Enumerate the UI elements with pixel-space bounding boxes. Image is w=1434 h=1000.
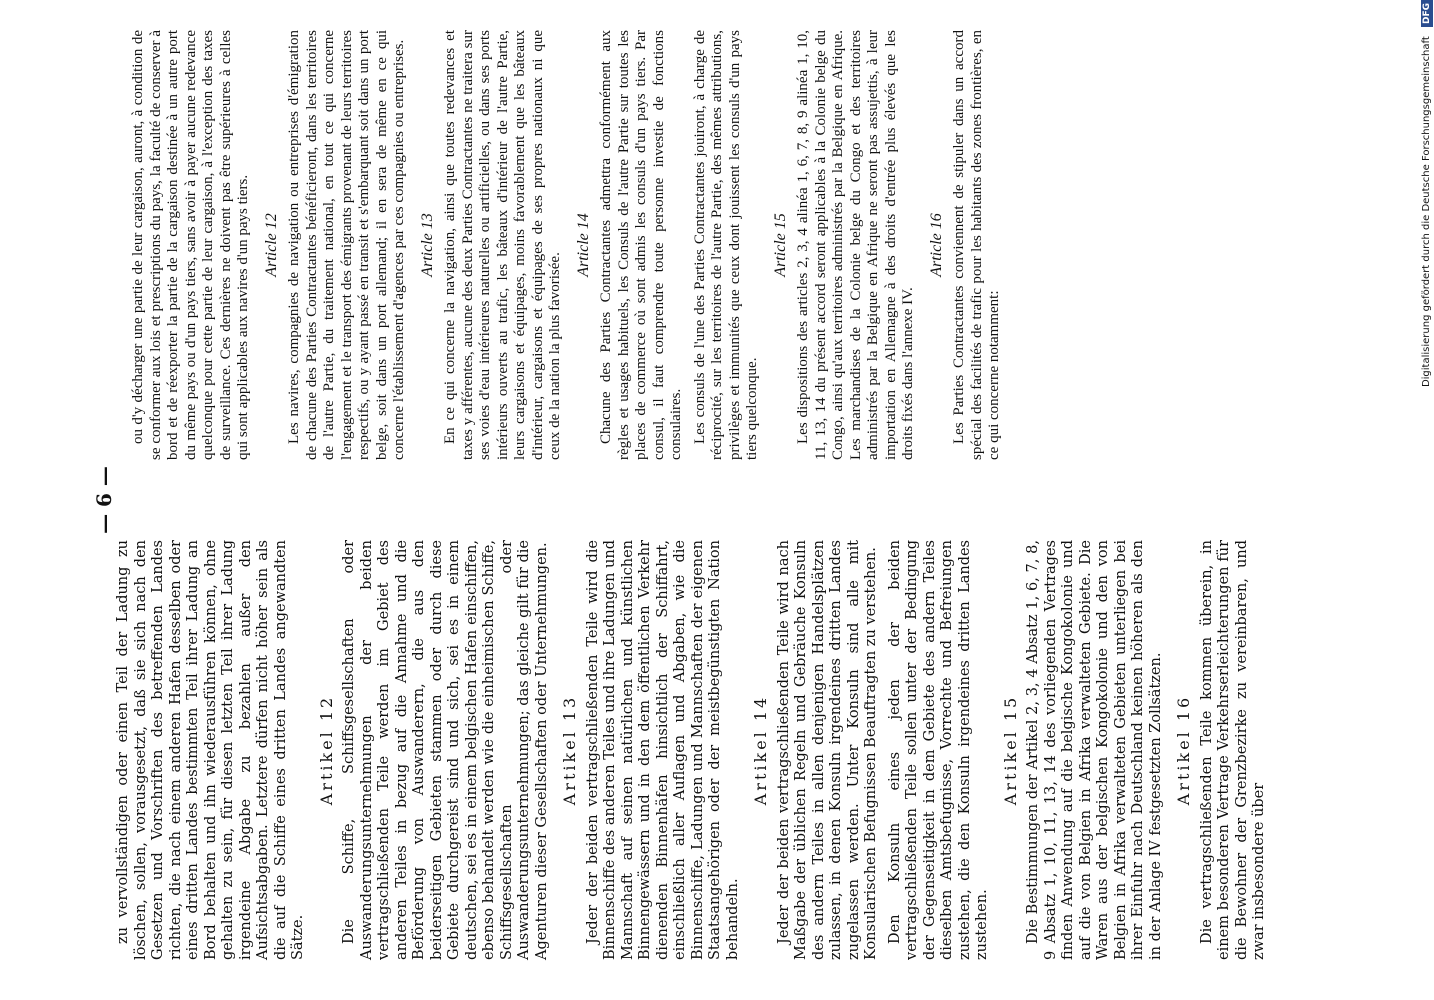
digitization-credit [1420, 0, 1434, 1000]
credit-text: Digitalisierung gefördert durch die Deutsche Forschungsgemeinschaft [1421, 36, 1432, 388]
german-column [115, 540, 1267, 960]
article-paragraph: Les dispositions des articles 2, 3, 4 alinéa 1, 6, 7, 8, 9 alinéa 1, 10, 11, 13, 14 du présent accord seront applicables à la Colonie belge du Congo, ainsi qu'aux territoires administrés par la Belgique en Afrique. Les marchandises de la Colonie belge du Congo et des territoires administrés par la Belgique en Afrique ne seront pas assujettis, à leur importation en Allemagne à des droits d'entrée plus élevés que les droits fixés dans l'annexe IV. [795, 30, 916, 460]
article-heading: Artikel 15 [1000, 694, 1020, 806]
article-paragraph: Chacune des Parties Contractantes admettra conformément aux règles et usages habituels, les Consuls de l'autre Partie sur toutes les places de commerce où sont admis les consuls d'un pays tiers. Par consul, il faut comprendre toute personne investie de fonctions consulaires. [598, 30, 684, 460]
dfg-logo: DFG [1421, 0, 1433, 27]
article-paragraph: Jeder der beiden vertragschließenden Teile wird die Binnenschiffe des anderen Teiles und ihre Ladungen und Mannschaft auf seinen natürlichen und künstlichen Binnengewässern und in den dem öffentlichen Verkehr dienenden Binnenhäfen hinsichtlich der Schiffahrt, einschließlich aller Auflagen und Abgaben, wie die Binnenschiffe, Ladungen und Mannschaften der eigenen Staatsangehörigen oder der meistbegünstigten Nation behandeln. [584, 540, 741, 960]
page-number: — 6 — [92, 466, 116, 534]
article-heading: Artikel 16 [1174, 694, 1193, 806]
article-paragraph: Jeder der beiden vertragschließenden Teile wird nach Maßgabe der üblichen Regeln und Gebräuche Konsuln des andern Teiles in allen denjenigen Handelsplätzen zulassen, in denen Konsuln irgendeines dritten Landes zugelassen werden. Unter Konsuln sind alle mit Konsularischen Befugnissen Beauftragten zu verstehen. [775, 540, 879, 960]
article-paragraph: Les Parties Contractantes conviennent de stipuler dans un accord spécial des facilités de trafic pour les habitants des zones frontières, en ce qui concerne notamment: [951, 30, 1002, 460]
article-fr-14 [575, 30, 762, 460]
article-heading: Article 13 [418, 213, 436, 277]
article-de-14 [752, 540, 992, 960]
article-paragraph: En ce qui concerne la navigation, ainsi que toutes redevances et taxes y afférentes, aucune des deux Parties Contractantes ne traitera sur ses voies d'eau intérieures naturelles ou artificielles, ou dans ses ports intérieurs ouverts au trafic, les bâteaux d'intérieur de l'autre Partie, leurs cargaisons et équipages, moins favorablement que les bâteaux d'intérieur, cargaisons et équipages de ses propres nationaux ni que ceux de la nation la plus favorisée. [442, 30, 563, 460]
article-fr-15 [772, 30, 918, 460]
article-paragraph: Die Bestimmungen der Artikel 2, 3, 4 Absatz 1, 6, 7, 8, 9 Absatz 1, 10, 11, 13, 14 des vorliegenden Vertrages finden Anwendung auf die belgische Kongokolonie und auf die von Belgien in Afrika verwalteten Gebiete. Die Waren aus der belgischen Kongokolonie und den von Belgien in Afrika verwalteten Gebieten unterliegen bei ihrer Einfuhr nach Deutschland keinen höheren als den in der Anlage IV festgesetzten Zollsätzen. [1025, 540, 1164, 960]
article-fr-12 [263, 30, 409, 460]
article-heading: Article 15 [771, 213, 789, 277]
article-heading: Article 14 [574, 213, 592, 277]
article-heading: Article 12 [262, 213, 280, 277]
article-fr-13 [419, 30, 565, 460]
french-column [130, 30, 1280, 460]
article-de-13 [561, 540, 742, 960]
article-paragraph: Die vertragschließenden Teile kommen überein, in einem besonderen Vertrage Verkehrserleichterungen für die Bewohner der Grenzbezirke zu vereinbaren, und zwar insbesondere über [1198, 540, 1267, 960]
article-paragraph: Den Konsuln eines jeden der beiden vertragschließenden Teile sollen unter der Bedingung der Gegenseitigkeit in dem Gebiete des andern Teiles dieselben Amtsbefugnisse, Vorrechte und Befreiungen zustehen, die den Konsuln irgendeines dritten Landes zustehen. [886, 540, 990, 960]
article-paragraph: Les navires, compagnies de navigation ou entreprises d'émigration de chacune des Parties Contractantes bénéficieront, dans les territoires de l'autre Partie, du traitement national, en tout ce qui concerne l'engagement et le transport des émigrants provenant de leurs territoires respectifs, ou y ayant passé en transit et s'embarquant soit dans un port belge, soit dans un port allemand; il en sera de même en ce qui concerne l'établissement d'agences par ces compagnies ou entreprises. [286, 30, 407, 460]
article-fr-16 [928, 30, 1004, 460]
article-heading: Artikel 14 [751, 694, 770, 806]
french-intro: ou d'y décharger une partie de leur cargaison, auront, à condition de se conformer aux lois et prescriptions du pays, la faculté de conserver à bord et de réexporter la partie de la cargaison destinée à un autre port du même pays ou d'un pays tiers, sans avoir à payer aucune redevance quelconque pour cette partie de leur cargaison, à l'exception des taxes de surveillance. Ces dernières ne doivent pas être supérieures à celles qui sont applicables aux navires d'un pays tiers. [130, 30, 251, 460]
article-heading: Artikel 13 [560, 694, 579, 806]
german-intro: zu vervollständigen oder einen Teil der Ladung zu löschen, sollen, vorausgesetzt, daß sie sich nach den Gesetzen und Vorschriften des betreffenden Landes richten, die nach einem anderen Hafen desselben oder eines dritten Landes bestimmten Teil ihrer Ladung an Bord behalten und ihn wiederausführen können, ohne gehalten zu sein, für diesen letzten Teil ihrer Ladung irgendeine Abgabe zu bezahlen außer den Aufsichtsabgaben. Letztere dürfen nicht höher sein als die auf die Schiffe eines dritten Landes angewandten Sätze. [115, 540, 306, 960]
article-paragraph: Die Schiffe, Schiffsgesellschaften oder Auswanderungsunternehmungen der beiden vertragschließenden Teile werden im Gebiet des anderen Teiles in bezug auf die Annahme und die Beförderung von Auswanderern, die aus den beiderseitigen Gebieten stammen oder durch diese Gebiete durchgereist sind und sich, sei es in einem deutschen, sei es in einem belgischen Hafen einschiffen, ebenso behandelt werden wie die einheimischen Schiffe, Schiffsgesellschaften oder Auswanderungsunternehmungen; das gleiche gilt für die Agenturen dieser Gesellschaften oder Unternehmungen. [341, 540, 550, 960]
article-de-12 [318, 540, 552, 960]
article-de-15 [1002, 540, 1166, 960]
article-heading: Article 16 [927, 213, 945, 277]
article-heading: Artikel 12 [316, 694, 336, 806]
article-de-16 [1175, 540, 1269, 960]
article-paragraph: Les consuls de l'une des Parties Contractantes jouiront, à charge de réciprocité, sur les territoires de l'autre Partie, des mêmes attributions, privilèges et immunités que ceux dont jouissent les consuls d'un pays tiers quelconque. [691, 30, 760, 460]
